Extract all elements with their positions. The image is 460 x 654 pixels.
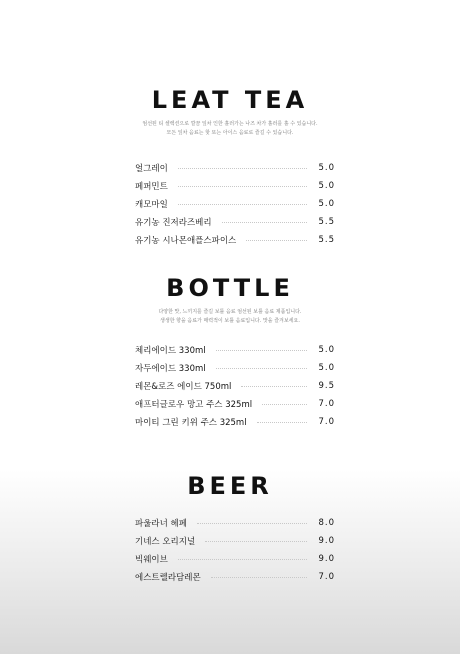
dot-leader	[246, 240, 307, 241]
menu-item	[135, 532, 335, 550]
dot-leader	[222, 222, 307, 223]
item-price: 9.0	[318, 536, 335, 546]
menu-item	[135, 550, 335, 568]
item-name: 레몬&로즈 에이드 750ml	[135, 382, 232, 392]
item-name: 에스트렐라담레몬	[135, 573, 201, 583]
item-name: 체리에이드 330ml	[135, 346, 206, 356]
item-price: 5.5	[318, 235, 335, 245]
item-price: 5.0	[318, 199, 335, 209]
dot-leader	[178, 186, 307, 187]
menu-item	[135, 159, 335, 177]
beer-list	[135, 514, 335, 586]
item-name: 자두에이드 330ml	[135, 364, 206, 374]
item-price: 5.0	[318, 345, 335, 355]
item-price: 5.5	[318, 217, 335, 227]
section-title: BEER	[187, 472, 273, 500]
dot-leader	[216, 350, 307, 351]
menu-item	[135, 514, 335, 532]
menu-item	[135, 413, 335, 431]
dot-leader	[216, 368, 307, 369]
menu-item	[135, 395, 335, 413]
description-line: 다양한 맛, 느끼지를 즐길 보틀 음료 엄선된 보틀 음료 제품입니다.	[158, 309, 302, 315]
item-price: 7.0	[318, 417, 335, 427]
dot-leader	[262, 404, 307, 405]
item-name: 기네스 오리지널	[135, 537, 196, 547]
item-name: 마이티 그린 키위 주스 325ml	[135, 418, 247, 428]
dot-leader	[178, 204, 307, 205]
description-line: 엄선된 티 셀렉션으로 깔끔 잎차 인한 흘러가는 나즈 차가 흘러를 흘 수 있습니다.	[142, 121, 318, 127]
dot-leader	[205, 541, 307, 542]
section-description	[0, 308, 460, 326]
beer-section	[0, 472, 460, 500]
menu-item	[135, 359, 335, 377]
description-line: 모든 잎차 음료는 핫 또는 아이스 음료로 즐길 수 있습니다.	[166, 130, 294, 136]
dot-leader	[197, 523, 307, 524]
item-name: 캐모마일	[135, 200, 168, 210]
item-price: 5.0	[318, 181, 335, 191]
section-title: BOTTLE	[166, 274, 294, 302]
menu-item	[135, 377, 335, 395]
dot-leader	[241, 386, 307, 387]
dot-leader	[178, 559, 307, 560]
bottle-list	[135, 341, 335, 431]
item-price: 7.0	[318, 399, 335, 409]
menu-item	[135, 231, 335, 249]
item-price: 5.0	[318, 363, 335, 373]
menu-item	[135, 177, 335, 195]
dot-leader	[178, 168, 307, 169]
item-price: 8.0	[318, 518, 335, 528]
item-price: 7.0	[318, 572, 335, 582]
item-name: 빅웨이브	[135, 555, 168, 565]
item-price: 5.0	[318, 163, 335, 173]
item-name: 얼그레이	[135, 164, 168, 174]
item-name: 유기농 시나몬애플스파이스	[135, 236, 237, 246]
menu-item	[135, 195, 335, 213]
item-price: 9.5	[318, 381, 335, 391]
bottle-section	[0, 274, 460, 326]
dot-leader	[211, 577, 307, 578]
leaf-tea-section	[0, 86, 460, 138]
item-name: 파울라너 헤페	[135, 519, 187, 529]
leaf-tea-list	[135, 159, 335, 249]
item-price: 9.0	[318, 554, 335, 564]
item-name: 유기농 진저라즈베리	[135, 218, 212, 228]
description-line: 생생한 향을 음료가 매력적이 보틀 음료입니다. 맛을 즐겨보세요.	[160, 318, 300, 324]
menu-item	[135, 341, 335, 359]
menu-item	[135, 568, 335, 586]
section-title: LEAT TEA	[151, 86, 309, 114]
item-name: 페퍼민트	[135, 182, 168, 192]
menu-item	[135, 213, 335, 231]
dot-leader	[257, 422, 307, 423]
section-description	[0, 120, 460, 138]
item-name: 애프터글로우 망고 주스 325ml	[135, 400, 253, 410]
